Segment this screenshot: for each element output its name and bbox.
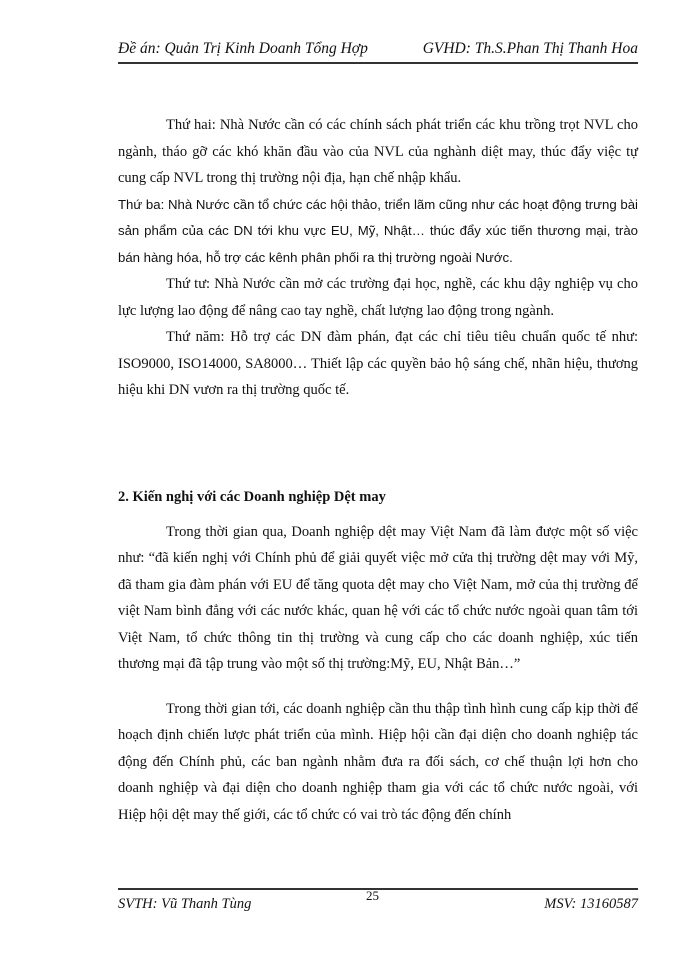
section-2-body — [118, 484, 638, 828]
paragraph-thu-tu: Thứ tư: Nhà Nước cần mở các trường đại học, nghề, các khu dậy nghiệp vụ cho lực lượng lao động để nâng cao tay nghề, chất lượng lao động trong ngành. — [118, 276, 638, 319]
paragraph-future-work: Trong thời gian tới, các doanh nghiệp cần thu thập tình hình cung cấp kịp thời để hoạch định chiến lược phát triển của mình. Hiệp hội cần đại diện cho doanh nghiệp tác động đến Chính phủ, các ban ngành nhằm đưa ra đối sách, cơ chế thuận lợi hơn cho doanh nghiệp và đại diện cho doanh nghiệp tham gia với các tổ chức nước ngoài, với Hiệp hội dệt may thế giới, các tổ chức có vai trò tác động đến chính — [118, 700, 638, 823]
paragraph-thu-ba: Thứ ba: Nhà Nước cần tổ chức các hội thảo, triển lãm cũng như các hoạt động trưng bài sản phẩm của các DN tới khu vực EU, Mỹ, Nhật… thúc đẩy xúc tiến thương mại, trào bán hàng hóa, hỗ trợ các kênh phân phối ra thị trường ngoài Nước. — [118, 196, 638, 265]
paragraph-past-work: Trong thời gian qua, Doanh nghiệp dệt may Việt Nam đã làm được một số việc như: “đã kiến nghị với Chính phủ để giải quyết việc mở cửa thị trường dệt may với Mỹ, đã tham gia đàm phán với EU để tăng quota dệt may cho Việt Nam, mở của thị trường để việt Nam bình đẳng với các nước khác, quan hệ với các tổ chức nước ngoài quan tâm tới Việt Nam, tổ chức thông tin thị trường và cung cấp cho các doanh nghiệp, xúc tiến thương mại đã tập trung vào một số thị trường:Mỹ, EU, Nhật Bản…” — [118, 523, 638, 672]
paragraph-thu-nam: Thứ năm: Hỗ trợ các DN đàm phán, đạt các chỉ tiêu tiêu chuẩn quốc tế như: ISO9000, ISO14000, SA8000… Thiết lập các quyền bảo hộ sáng chế, nhãn hiệu, thương hiệu khi DN vươn ra thị trường quốc tế. — [118, 329, 638, 398]
header-project-title: Đề án: Quản Trị Kinh Doanh Tổng Hợp — [118, 40, 368, 57]
paragraph-thu-hai: Thứ hai: Nhà Nước cần có các chính sách phát triển các khu trồng trọt NVL cho ngành, tháo gỡ các khó khăn đầu vào của NVL của nghành diệt may, thúc đẩy việc tự cung cấp NVL trong thị trường nội địa, hạn chế nhập khẩu. — [118, 117, 638, 186]
header-advisor: GVHD: Th.S.Phan Thị Thanh Hoa — [422, 40, 638, 57]
section-heading: 2. Kiến nghị với các Doanh nghiệp Dệt may — [118, 489, 386, 505]
page-number: 25 — [366, 888, 379, 903]
footer-student: SVTH: Vũ Thanh Tùng — [118, 896, 252, 912]
footer-student-id: MSV: 13160587 — [544, 896, 638, 912]
section-1-body — [118, 112, 638, 404]
page-header — [118, 40, 638, 64]
